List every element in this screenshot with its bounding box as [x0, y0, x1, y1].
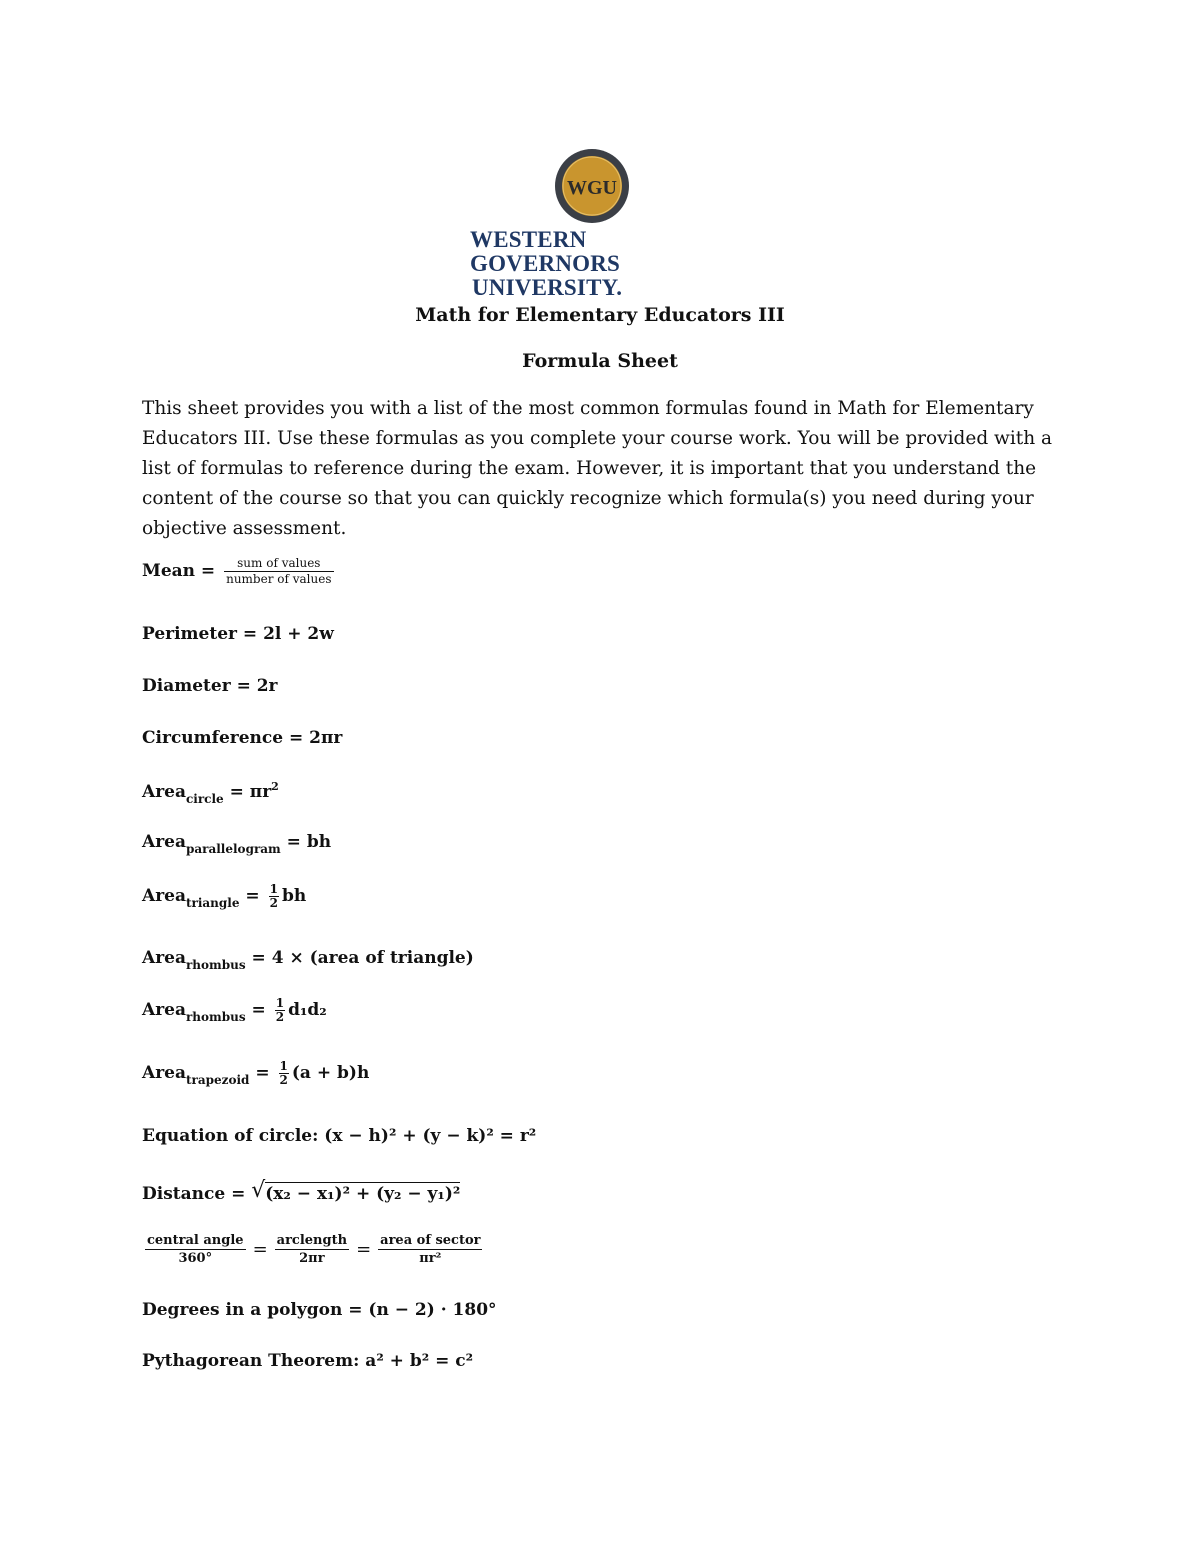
mean-fraction: [224, 556, 333, 587]
formula-area-trapezoid: [142, 1060, 369, 1087]
area-triangle-rhs: bh: [281, 886, 307, 906]
area-triangle-num: 1: [269, 882, 278, 896]
area-triangle-label: Area: [142, 886, 186, 906]
formula-diameter: Diameter = 2r: [142, 676, 278, 696]
central-angle-fraction: [145, 1232, 246, 1267]
area-rhombus-2-label: Area: [142, 1000, 186, 1020]
area-parallelogram-sub: parallelogram: [185, 842, 281, 856]
formula-area-rhombus-2: [142, 997, 327, 1024]
formula-mean: [142, 556, 337, 587]
ratio-equals-2: =: [356, 1239, 372, 1260]
arclength-num: arclength: [276, 1233, 348, 1248]
area-trapezoid-rhs: (a + b)h: [291, 1063, 370, 1083]
area-rhombus-2-eq: =: [251, 1000, 266, 1020]
area-rhombus-1-sub: rhombus: [185, 958, 246, 972]
mean-label: Mean =: [142, 561, 216, 581]
mean-numerator: sum of values: [224, 556, 333, 572]
area-circle-rhs: = πr: [229, 782, 272, 802]
area-trapezoid-eq: =: [255, 1063, 270, 1083]
svg-text:WGU: WGU: [567, 177, 617, 199]
area-triangle-den: 2: [269, 896, 278, 910]
wordmark-line-1: WESTERN GOVERNORS: [470, 227, 621, 276]
area-rhombus-1-label: Area: [142, 948, 186, 968]
area-parallelogram-label: Area: [142, 832, 186, 852]
area-rhombus-2-num: 1: [275, 996, 285, 1010]
mean-denominator: number of values: [226, 572, 332, 586]
area-trapezoid-den: 2: [279, 1073, 288, 1087]
area-rhombus-1-rhs: = 4 × (area of triangle): [251, 948, 474, 968]
document-subtitle: Formula Sheet: [522, 350, 678, 372]
formula-polygon-degrees: Degrees in a polygon = (n − 2) · 180°: [142, 1300, 497, 1320]
wgu-seal-icon: [554, 148, 630, 224]
central-angle-num: central angle: [147, 1233, 244, 1248]
central-angle-den: 360°: [178, 1251, 213, 1266]
distance-radicand: (x₂ − x₁)² + (y₂ − y₁)²: [265, 1184, 461, 1204]
formula-perimeter: Perimeter = 2l + 2w: [142, 624, 334, 644]
formula-area-parallelogram: [142, 832, 331, 856]
formula-distance: [142, 1178, 461, 1204]
area-trapezoid-sub: trapezoid: [185, 1073, 250, 1087]
formula-area-rhombus-1: [142, 948, 474, 972]
formula-pythagorean: Pythagorean Theorem: a² + b² = c²: [142, 1351, 474, 1371]
ratio-equals-1: =: [252, 1239, 268, 1260]
area-rhombus-2-sub: rhombus: [185, 1010, 246, 1024]
wgu-logo: [470, 148, 710, 300]
area-triangle-sub: triangle: [185, 896, 240, 910]
formula-area-circle: [142, 780, 279, 806]
area-triangle-eq: =: [245, 886, 260, 906]
area-triangle-fraction: [269, 883, 279, 910]
area-circle-sub: circle: [185, 792, 224, 806]
area-trapezoid-fraction: [279, 1060, 289, 1087]
sector-area-den: πr²: [419, 1251, 442, 1266]
formula-circle-equation: Equation of circle: (x − h)² + (y − k)² = r²: [142, 1126, 537, 1146]
formula-area-triangle: [142, 883, 306, 910]
area-parallelogram-rhs: = bh: [286, 832, 332, 852]
formula-circumference: Circumference = 2πr: [142, 728, 343, 748]
formula-sector-ratio: [142, 1232, 485, 1267]
radical-sign-icon: √: [251, 1178, 266, 1203]
sector-area-fraction: [378, 1232, 482, 1267]
distance-sqrt: [251, 1178, 461, 1204]
intro-paragraph: This sheet provides you with a list of the most common formulas found in Math for Elementary Educators III. Use these formulas as you complete your course work. You will be provided with a list of formulas to reference during the exam. However, it is important that you understand the content of the course so that you can quickly recognize which formula(s) you need during your objective assessment.: [142, 398, 1053, 539]
area-rhombus-2-fraction: [275, 997, 285, 1024]
arclength-den: 2πr: [299, 1251, 325, 1266]
area-rhombus-2-den: 2: [275, 1010, 285, 1024]
wgu-wordmark: [470, 228, 710, 300]
wordmark-line-2: UNIVERSITY.: [472, 275, 623, 300]
arclength-fraction: [275, 1232, 349, 1267]
area-trapezoid-num: 1: [279, 1059, 288, 1073]
area-circle-label: Area: [142, 782, 186, 802]
area-circle-sup: 2: [271, 780, 279, 793]
document-title: Math for Elementary Educators III: [415, 304, 785, 326]
sector-area-num: area of sector: [380, 1233, 481, 1248]
distance-label: Distance =: [142, 1184, 246, 1204]
area-trapezoid-label: Area: [142, 1063, 186, 1083]
area-rhombus-2-rhs: d₁d₂: [288, 1000, 327, 1020]
